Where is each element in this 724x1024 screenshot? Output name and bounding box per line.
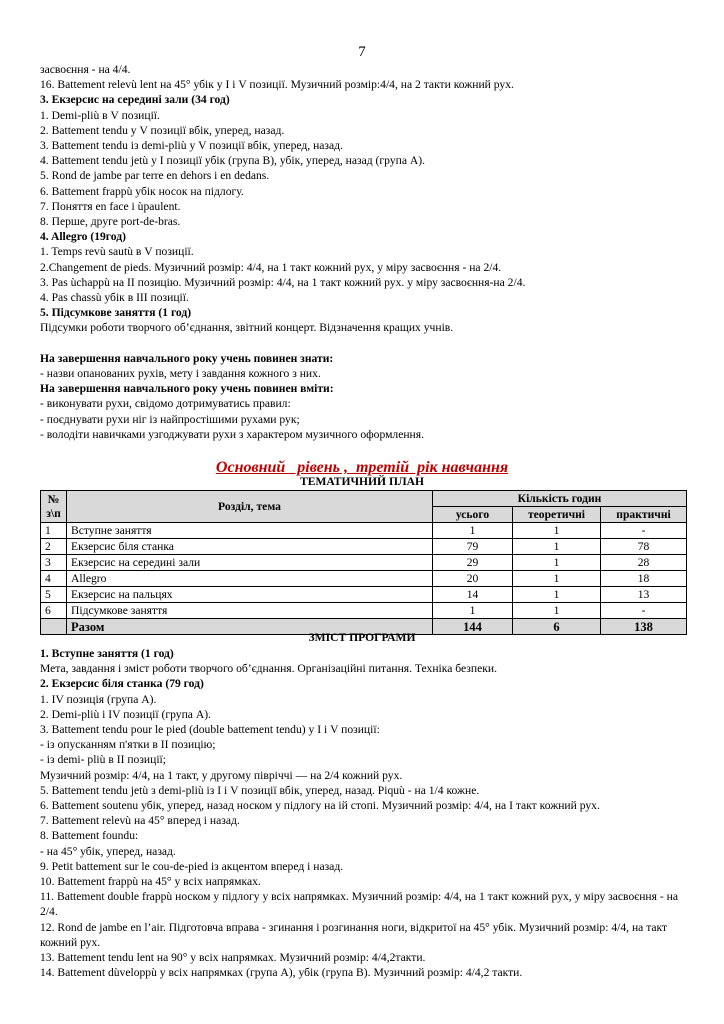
text-line: - володіти навичками узгоджувати рухи з характером музичного оформлення. — [40, 427, 424, 441]
text-line: 12. Rond de jambe en l’air. Підготовча вправа - згинання і розгинання ноги, відкритої на 45° убік. Музичний розмір: 4/4, на такт кожний рух. — [40, 920, 668, 949]
text-line: - із demi- pliù в ІІ позиції; — [40, 753, 166, 767]
text-line: 6. Battement soutenu убік, уперед, назад носком у підлогу на ій стопі. Музичний розмір: 4/4, на І такт кожний рух. — [40, 799, 600, 813]
text-line: 2. Battement tendu у V позиції вбік, уперед, назад. — [40, 123, 285, 137]
row-section: Екзерсис на пальцях — [67, 587, 433, 603]
total-sum: 144 — [433, 619, 513, 635]
text-line: - назви опанованих рухів, мету і завдання кожного з них. — [40, 367, 321, 381]
row-number: 3 — [41, 555, 67, 571]
text-line: 2. Demi-pliù і IV позиції (група А). — [40, 707, 211, 721]
table-row — [41, 555, 687, 571]
text-line: 3. Battement tendu із demi-pliù у V позиції вбік, уперед, назад. — [40, 139, 343, 153]
row-theory: 1 — [513, 571, 601, 587]
row-number: 4 — [41, 571, 67, 587]
text-line: 2.Changement de pieds. Музичний розмір: 4/4, на 1 такт кожний рух, у міру засвоєння - на 2/4. — [40, 260, 502, 274]
row-number: 6 — [41, 603, 67, 619]
text-block-bottom — [40, 646, 688, 980]
text-line: 10. Battement frappù на 45° у всіх напрямках. — [40, 875, 261, 889]
text-line: 7. Поняття en face і ùpaulent. — [40, 199, 181, 213]
row-theory: 1 — [513, 539, 601, 555]
program-title: ЗМІСТ ПРОГРАМИ — [308, 631, 416, 644]
row-practice: 13 — [601, 587, 687, 603]
text-line: 1. Temps revù sautù в V позиції. — [40, 245, 194, 259]
plan-title: ТЕМАТИЧНИЙ ПЛАН — [299, 475, 425, 488]
row-section: Вступне заняття — [67, 523, 433, 539]
text-line: 3. Battement tendu pour le pied (double battement tendu) у І і V позиції: — [40, 723, 380, 737]
text-block-top — [40, 62, 688, 442]
row-total: 20 — [433, 571, 513, 587]
row-section: Екзерсис біля станка — [67, 539, 433, 555]
text-line: 5. Battement tendu jetù з demi-pliù із І і V позиції вбік, уперед, назад. Piquù - на 1/4 кожне. — [40, 783, 480, 797]
text-line: 8. Battement foundu: — [40, 829, 139, 843]
row-practice: - — [601, 603, 687, 619]
row-section: Екзерсис на середині зали — [67, 555, 433, 571]
row-theory: 1 — [513, 603, 601, 619]
header-practice: практичні — [601, 507, 687, 523]
total-practice: 138 — [601, 619, 687, 635]
text-line: 3. Pas ùchappù на ІІ позицію. Музичний розмір: 4/4, на 1 такт кожний рух. у міру засвоєння-на 2/4. — [40, 275, 526, 289]
row-number: 1 — [41, 523, 67, 539]
text-line: 5. Rond de jambe par terre en dehors і en dedans. — [40, 169, 270, 183]
row-practice: 28 — [601, 555, 687, 571]
row-practice: 18 — [601, 571, 687, 587]
text-line — [40, 336, 688, 351]
table-row — [41, 587, 687, 603]
table-row — [41, 571, 687, 587]
section-heading: На завершення навчального року учень повинен вміти: — [40, 382, 334, 396]
text-line: 6. Battement frappù убік носок на підлогу. — [40, 184, 244, 198]
total-theory: 6 — [513, 619, 601, 635]
header-number: № з\п — [41, 491, 67, 523]
row-total: 29 — [433, 555, 513, 571]
text-line: 4. Pas chassù убік в ІІІ позиції. — [40, 291, 189, 305]
section-heading: 1. Вступне заняття (1 год) — [40, 647, 174, 660]
text-line: - із опусканням п'ятки в ІІ позицію; — [40, 738, 216, 752]
row-theory: 1 — [513, 555, 601, 571]
header-hours: Кількість годин — [433, 491, 687, 507]
row-section: Підсумкове заняття — [67, 603, 433, 619]
plan-table-body — [41, 523, 687, 635]
text-line: 4. Battement tendu jetù у І позиції убік (група В), убік, уперед, назад (група А). — [40, 154, 425, 168]
row-practice: - — [601, 523, 687, 539]
table-row — [41, 603, 687, 619]
row-total: 1 — [433, 603, 513, 619]
level-heading: Основний рівень , третій рік навчання — [215, 459, 509, 476]
text-line: Музичний розмір: 4/4, на 1 такт, у другому півріччі — на 2/4 кожний рух. — [40, 768, 403, 782]
text-line: засвоєння - на 4/4. — [40, 63, 131, 76]
header-theory: теоретичні — [513, 507, 601, 523]
header-section: Розділ, тема — [67, 491, 433, 523]
text-line: 7. Battement relevù на 45° вперед і назад. — [40, 814, 240, 828]
row-number: 2 — [41, 539, 67, 555]
text-line: 8. Перше, друге port-de-bras. — [40, 215, 181, 229]
text-line: 1. IV позиція (група А). — [40, 692, 157, 706]
section-heading: 4. Allegro (19год) — [40, 230, 126, 244]
table-row — [41, 523, 687, 539]
row-section: Allegro — [67, 571, 433, 587]
section-heading: 5. Підсумкове заняття (1 год) — [40, 306, 192, 320]
total-label: Разом — [67, 619, 433, 635]
text-line: 14. Battement dùveloppù у всіх напрямках (група А), убік (група В). Музичний розмір: 4/4,2 такти. — [40, 966, 523, 980]
row-theory: 1 — [513, 587, 601, 603]
header-total: усього — [433, 507, 513, 523]
text-line: - виконувати рухи, свідомо дотримуватись правил: — [40, 397, 291, 411]
text-line: 9. Petit battement sur le cou-de-pied із акцентом вперед і назад. — [40, 859, 344, 873]
text-line: 1. Demi-pliù в V позиції. — [40, 108, 160, 122]
section-heading: 3. Екзерсис на середині зали (34 год) — [40, 93, 230, 107]
page-number: 7 — [358, 44, 366, 60]
section-heading: 2. Екзерсис біля станка (79 год) — [40, 677, 204, 691]
text-line: Підсумки роботи творчого об’єднання, звітний концерт. Відзначення кращих учнів. — [40, 321, 454, 335]
thematic-plan-table — [40, 490, 687, 635]
text-line: - поєднувати рухи ніг із найпростішими рухами рук; — [40, 412, 300, 426]
row-number: 5 — [41, 587, 67, 603]
text-line: Мета, завдання і зміст роботи творчого об’єднання. Організаційні питання. Техніка безпеки. — [40, 662, 497, 676]
text-line: 11. Battement double frappù носком у підлогу у всіх напрямках. Музичний розмір: 4/4, на 1 такт кожний рух, у міру засвоєння - на 2/4. — [40, 890, 678, 919]
section-heading: На завершення навчального року учень повинен знати: — [40, 351, 334, 365]
row-total: 14 — [433, 587, 513, 603]
row-total: 79 — [433, 539, 513, 555]
table-row — [41, 539, 687, 555]
row-total: 1 — [433, 523, 513, 539]
text-line: - на 45° убік, уперед, назад. — [40, 844, 176, 858]
row-theory: 1 — [513, 523, 601, 539]
text-line: 13. Battement tendu lent на 90° у всіх напрямках. Музичний розмір: 4/4,2такти. — [40, 951, 426, 965]
row-practice: 78 — [601, 539, 687, 555]
text-line: 16. Battement relevù lent на 45° убік у І і V позиції. Музичний розмір:4/4, на 2 такти кожний рух. — [40, 78, 514, 92]
